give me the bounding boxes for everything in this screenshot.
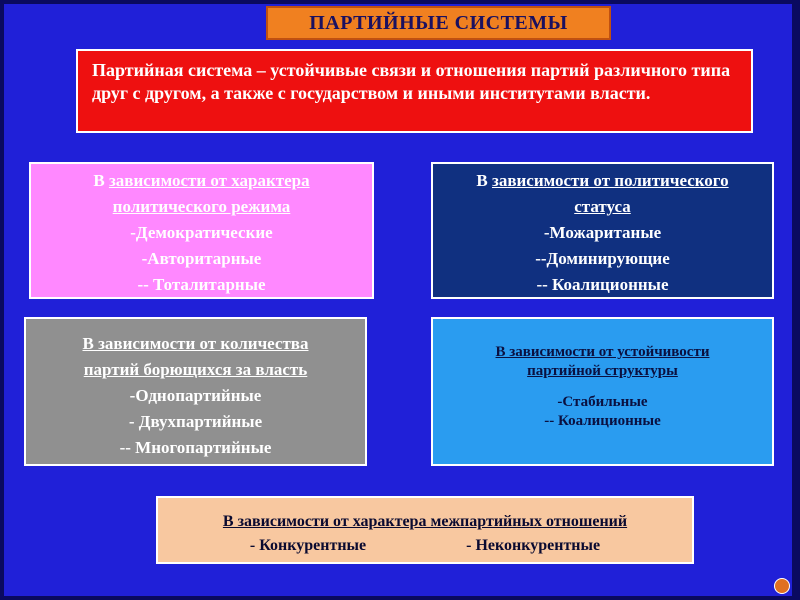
status-box bbox=[431, 162, 774, 299]
status-item: -Можаританые bbox=[543, 223, 662, 242]
regime-item: -Демократические bbox=[130, 223, 273, 242]
quantity-heading-line2: партий борющихся за власть bbox=[83, 360, 308, 379]
slide-title: ПАРТИЙНЫЕ СИСТЕМЫ bbox=[266, 6, 611, 40]
relations-items bbox=[158, 534, 692, 558]
quantity-item: - Двухпартийные bbox=[128, 412, 263, 431]
stability-item: -Стабильные bbox=[557, 394, 648, 410]
regime-heading-prefix: В bbox=[93, 171, 109, 190]
status-heading bbox=[433, 168, 772, 194]
relations-box bbox=[156, 496, 694, 564]
status-heading-line1: зависимости от политического bbox=[491, 171, 729, 190]
quantity-box bbox=[24, 317, 367, 466]
regime-box bbox=[29, 162, 374, 299]
regime-item: -- Тоталитарные bbox=[137, 275, 266, 294]
definition-text: Партийная система – устойчивые связи и отношения партий различного типа друг с другом, а также с государством и иными институтами власти. bbox=[92, 60, 731, 103]
stability-box bbox=[431, 317, 774, 466]
relations-item: - Конкурентные bbox=[249, 537, 367, 554]
quantity-heading-line1: В зависимости от количества bbox=[82, 334, 309, 353]
status-item: --Доминирующие bbox=[535, 249, 670, 268]
status-heading-prefix: В bbox=[476, 171, 492, 190]
regime-heading bbox=[31, 168, 372, 194]
stability-item: -- Коалиционные bbox=[544, 413, 661, 429]
regime-item: -Авторитарные bbox=[141, 249, 262, 268]
spacer bbox=[433, 381, 772, 393]
relations-heading: В зависимости от характера межпартийных отношений bbox=[222, 513, 628, 530]
definition-box bbox=[76, 49, 753, 133]
quantity-item: -Однопартийные bbox=[129, 386, 262, 405]
regime-heading-line1: зависимости от характера bbox=[108, 171, 310, 190]
stability-heading-line2: партийной структуры bbox=[527, 363, 678, 379]
quantity-item: -- Многопартийные bbox=[119, 438, 272, 457]
orange-dot-icon[interactable] bbox=[774, 578, 790, 594]
status-item: -- Коалиционные bbox=[536, 275, 669, 294]
relations-item: - Неконкурентные bbox=[466, 537, 601, 554]
stability-heading-line1: В зависимости от устойчивости bbox=[495, 344, 710, 360]
status-heading-line2: статуса bbox=[574, 197, 631, 216]
regime-heading-line2: политического режима bbox=[112, 197, 291, 216]
